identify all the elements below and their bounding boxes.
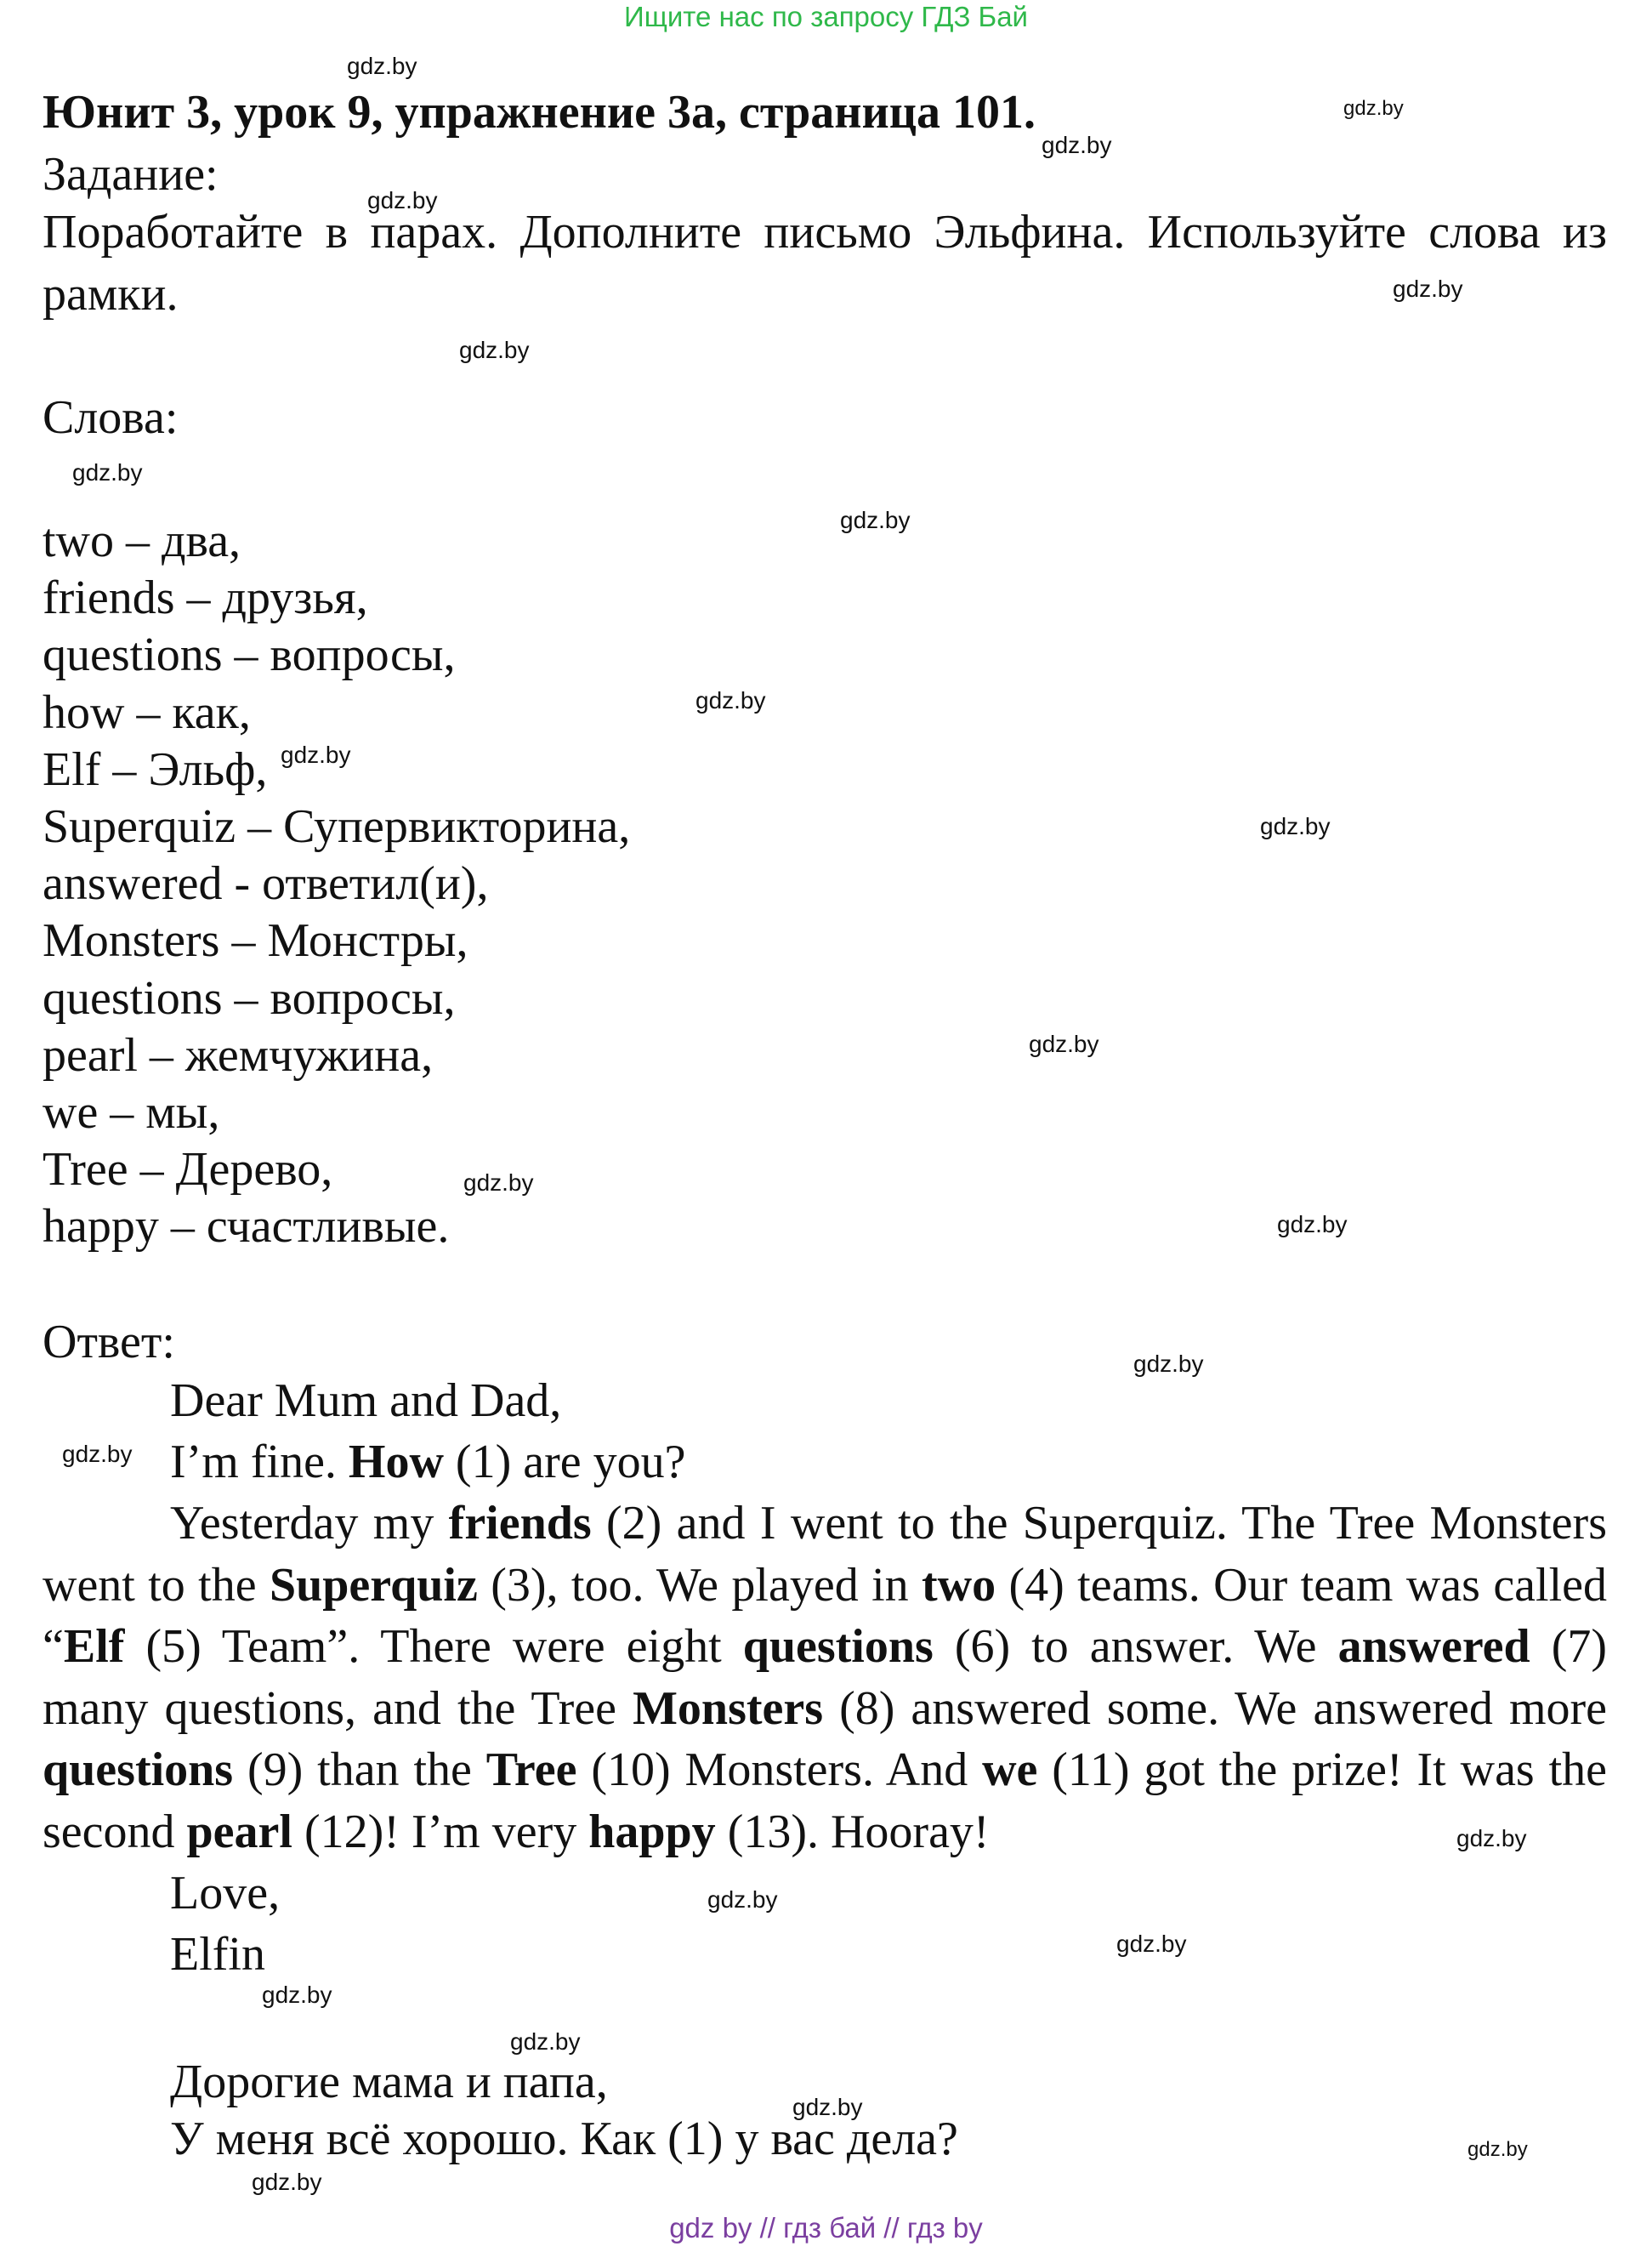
letter-text: (10) Monsters. And: [576, 1743, 983, 1796]
watermark: gdz.by: [1343, 97, 1404, 120]
watermark: gdz.by: [1456, 1825, 1527, 1851]
list-item: Elf – Эльф,: [43, 742, 268, 796]
letter-text: (2) and I went to the Superquiz. The Tree Monsters went to the: [43, 1497, 1607, 1612]
letter-line-2: I’m fine. How (1) are you?: [170, 1436, 686, 1488]
letter-text: (11) got the prize! It was the second: [43, 1743, 1608, 1858]
footer-links: gdz by // гдз бай // гдз by: [669, 2212, 983, 2243]
watermark: gdz.by: [707, 1886, 778, 1913]
watermark: gdz.by: [840, 507, 911, 533]
top-banner: Ищите нас по запросу ГДЗ Бай: [624, 1, 1028, 32]
watermark: gdz.by: [262, 1982, 332, 2008]
list-item: Superquiz – Супервикторина,: [43, 800, 631, 854]
task-label: Задание:: [43, 148, 219, 201]
answer-word: Tree: [485, 1743, 577, 1796]
answer-word: friends: [448, 1497, 592, 1550]
list-item: answered - ответил(и),: [43, 857, 489, 911]
list-item: two – два,: [43, 515, 241, 567]
watermark: gdz.by: [695, 687, 766, 714]
answer-label: Ответ:: [43, 1316, 175, 1368]
letter: [43, 1370, 1607, 1985]
task-text: Поработайте в парах. Дополните письмо Эльфина. Используйте слова из рамки.: [43, 206, 1607, 321]
watermark: gdz.by: [1116, 1931, 1187, 1957]
letter-text: (5) Team”. There were eight: [124, 1620, 743, 1673]
list-item: happy – счастливые.: [43, 1200, 450, 1254]
list-item: how – как,: [43, 685, 251, 739]
letter-text: (3), too. We played in: [477, 1558, 923, 1612]
answer-word: pearl: [186, 1805, 292, 1858]
list-item: pearl – жемчужина,: [43, 1028, 434, 1082]
watermark: gdz.by: [281, 742, 351, 768]
letter-body: [43, 1493, 1607, 1862]
list-item: we – мы,: [43, 1086, 220, 1140]
watermark: gdz.by: [1277, 1211, 1348, 1237]
answer-word: questions: [43, 1743, 234, 1796]
words-label: Слова:: [43, 391, 179, 444]
watermark: gdz.by: [1467, 2138, 1528, 2161]
watermark: gdz.by: [1029, 1031, 1099, 1057]
letter-greeting: Dear Mum and Dad,: [170, 1374, 562, 1427]
list-item: questions – вопросы,: [43, 971, 456, 1025]
watermark: gdz.by: [347, 53, 417, 79]
watermark: gdz.by: [459, 337, 530, 363]
watermark: gdz.by: [1393, 276, 1463, 302]
translation-line-2: У меня всё хорошо. Как (1) у вас дела?: [170, 2113, 958, 2165]
list-item: Monsters – Монстры,: [43, 914, 468, 968]
watermark: gdz.by: [72, 459, 143, 486]
watermark: gdz.by: [367, 187, 438, 213]
letter-text: (13). Hooray!: [715, 1805, 990, 1858]
list-item: friends – друзья,: [43, 572, 368, 625]
letter-text: (6) to answer. We: [933, 1620, 1338, 1673]
watermark: gdz.by: [510, 2028, 581, 2055]
watermark: gdz.by: [62, 1441, 133, 1467]
answer-word: questions: [742, 1620, 934, 1673]
answer-word: answered: [1337, 1620, 1530, 1673]
letter-text: (8) answered some. We answered more: [823, 1681, 1608, 1735]
watermark: gdz.by: [1042, 132, 1112, 158]
letter-text: (7) many questions, and the Tree: [43, 1620, 1607, 1735]
translation-greeting: Дорогие мама и папа,: [170, 2056, 608, 2108]
watermark: gdz.by: [463, 1169, 534, 1196]
watermark: gdz.by: [792, 2094, 863, 2120]
letter-signature: Elfin: [170, 1928, 265, 1981]
answer-word: happy: [588, 1805, 716, 1858]
letter-text: (12)! I’m very: [292, 1805, 589, 1858]
answer-word: Monsters: [633, 1681, 824, 1735]
letter-text: (4) teams. Our team was called “: [43, 1558, 1608, 1673]
answer-word: two: [922, 1558, 996, 1612]
watermark: gdz.by: [252, 2169, 322, 2195]
watermark: gdz.by: [1133, 1351, 1204, 1377]
word-list: [43, 513, 630, 1256]
list-item: Tree – Дерево,: [43, 1143, 333, 1197]
letter-text: (9) than the: [233, 1743, 486, 1796]
answer-word: Superquiz: [269, 1558, 478, 1612]
watermark: gdz.by: [1260, 813, 1331, 839]
page-title: Юнит 3, урок 9, упражнение 3а, страница 101.: [43, 86, 1036, 139]
answer-word: we: [982, 1743, 1038, 1796]
answer-word: Elf: [63, 1620, 125, 1673]
list-item: questions – вопросы,: [43, 628, 456, 682]
letter-text: Yesterday my: [170, 1497, 449, 1550]
letter-closing: Love,: [170, 1867, 281, 1919]
